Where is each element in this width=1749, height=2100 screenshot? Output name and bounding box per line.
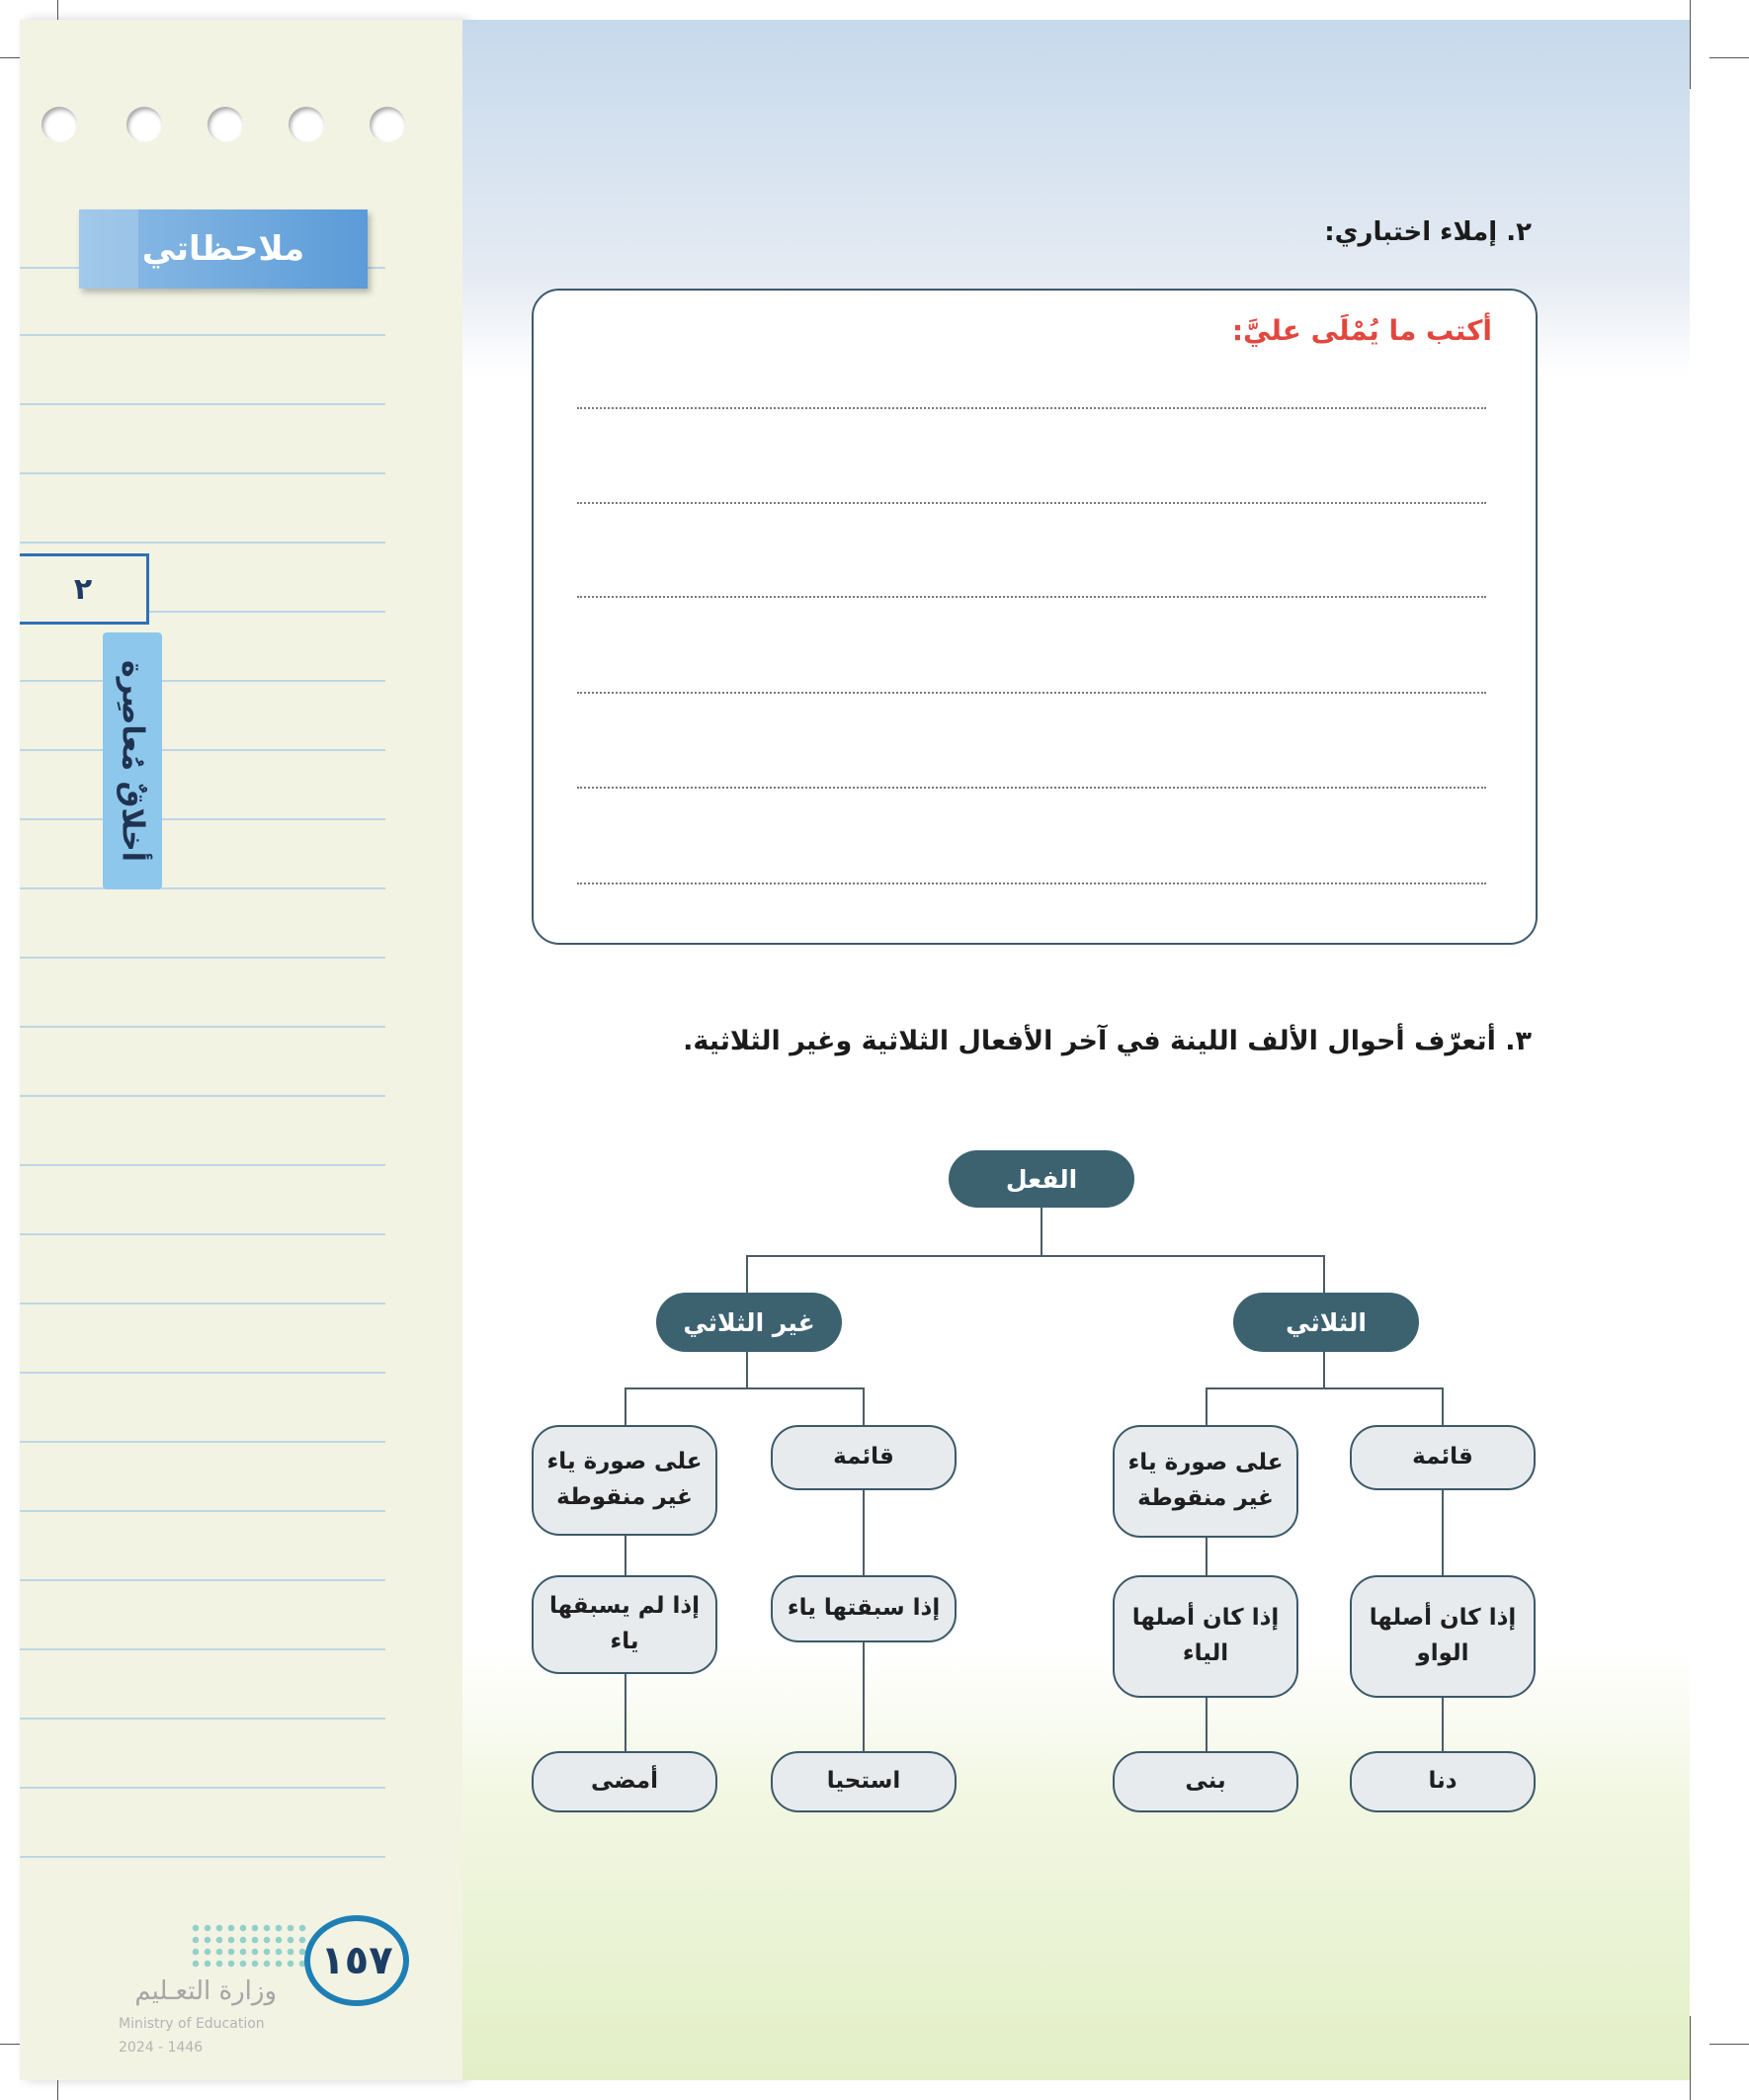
ruled-line xyxy=(20,1233,385,1235)
tree-node-non-trilateral: غير الثلاثي xyxy=(656,1293,842,1352)
ruled-line xyxy=(20,1856,385,1858)
ruled-line xyxy=(20,1441,385,1443)
dictation-box xyxy=(532,289,1538,945)
tree-root-node: الفعل xyxy=(949,1150,1134,1208)
ruled-line xyxy=(20,1302,385,1304)
section-2-heading: ٢. إملاء اختباري: xyxy=(1324,217,1532,247)
unit-number: ٢ xyxy=(73,571,93,607)
ruled-line xyxy=(20,1648,385,1650)
tree-node-cond-not-preceded: إذا لم يسبقها ياء xyxy=(532,1575,717,1674)
tree-node-cond-ya: إذا كان أصلها الياء xyxy=(1113,1575,1298,1698)
ruled-line xyxy=(20,1579,385,1581)
ruled-line xyxy=(20,1095,385,1097)
tree-connector xyxy=(625,1536,626,1575)
ruled-line xyxy=(20,334,385,336)
tree-connector xyxy=(746,1255,748,1293)
writing-line[interactable] xyxy=(577,882,1486,884)
ruled-line xyxy=(20,1164,385,1166)
tree-connector xyxy=(746,1352,748,1387)
tree-example-amda: أمضى xyxy=(532,1751,717,1812)
section-3-heading: ٣. أتعرّف أحوال الألف اللينة في آخر الأفعال الثلاثية وغير الثلاثية. xyxy=(683,1026,1532,1056)
banner-accent xyxy=(79,210,138,289)
writing-line[interactable] xyxy=(577,787,1486,789)
tree-example-istahya: استحيا xyxy=(771,1751,957,1812)
writing-line[interactable] xyxy=(577,596,1486,598)
binder-hole xyxy=(370,107,405,142)
ministry-name-english: Ministry of Education xyxy=(119,2016,265,2032)
ruled-line xyxy=(20,1510,385,1512)
tree-connector xyxy=(863,1387,865,1425)
writing-line[interactable] xyxy=(577,692,1486,694)
tree-node-upright-nontri: قائمة xyxy=(771,1425,957,1490)
ministry-name-arabic: وزارة التعـليم xyxy=(134,1976,277,2006)
unit-title-tab xyxy=(103,632,162,889)
binder-hole xyxy=(208,107,243,142)
tree-connector xyxy=(625,1387,626,1425)
tree-node-cond-preceded: إذا سبقتها ياء xyxy=(771,1575,957,1642)
tree-node-cond-waw: إذا كان أصلها الواو xyxy=(1350,1575,1536,1698)
ruled-line xyxy=(20,887,385,889)
tree-example-dana: دنا xyxy=(1350,1751,1536,1812)
tree-connector xyxy=(1206,1698,1208,1751)
writing-line[interactable] xyxy=(577,502,1486,504)
ruled-line xyxy=(20,542,385,544)
notes-title: ملاحظاتي xyxy=(141,229,305,269)
crop-mark xyxy=(1709,2044,1749,2045)
tree-example-bana: بنى xyxy=(1113,1751,1298,1812)
ruled-line xyxy=(20,1718,385,1720)
tree-connector xyxy=(746,1255,1325,1257)
tree-connector xyxy=(1442,1490,1444,1575)
tree-connector xyxy=(1041,1206,1042,1255)
dictation-box-title: أكتب ما يُمْلَى عليَّ: xyxy=(1231,314,1492,347)
ruled-line xyxy=(20,403,385,405)
ruled-line xyxy=(20,472,385,474)
tree-connector xyxy=(863,1642,865,1751)
tree-connector xyxy=(1323,1352,1325,1387)
ruled-line xyxy=(20,1026,385,1028)
tree-connector xyxy=(1206,1387,1208,1425)
tree-connector xyxy=(1442,1387,1444,1425)
tree-node-ya-form-tri: على صورة ياء غير منقوطة xyxy=(1113,1425,1298,1538)
ruled-line xyxy=(20,818,385,820)
tree-connector xyxy=(1206,1387,1443,1389)
tree-node-trilateral: الثلاثي xyxy=(1233,1293,1419,1352)
unit-title: أخلاقٌ مُعاصِرة xyxy=(115,659,150,863)
writing-line[interactable] xyxy=(577,407,1486,409)
ministry-year: 2024 - 1446 xyxy=(119,2040,204,2056)
notes-sidebar xyxy=(20,20,462,2080)
tree-connector xyxy=(625,1674,626,1751)
notes-title-banner xyxy=(79,210,368,289)
binder-hole xyxy=(126,107,162,142)
crop-mark xyxy=(1690,0,1691,89)
ruled-line xyxy=(20,749,385,751)
binder-hole xyxy=(289,107,324,142)
ministry-logo-dots xyxy=(190,1922,308,1970)
tree-connector xyxy=(1206,1538,1208,1575)
ruled-line xyxy=(20,680,385,682)
crop-mark xyxy=(1690,2016,1691,2100)
page-number-text: ١٥٧ xyxy=(320,1938,393,1983)
page-number xyxy=(304,1915,409,2006)
binder-hole xyxy=(42,107,77,142)
tree-connector xyxy=(1442,1698,1444,1751)
tree-connector xyxy=(863,1490,865,1575)
ruled-line xyxy=(20,1372,385,1374)
ruled-line xyxy=(20,957,385,959)
tree-connector xyxy=(625,1387,864,1389)
ruled-line xyxy=(20,1787,385,1789)
tree-node-upright-tri: قائمة xyxy=(1350,1425,1536,1490)
crop-mark xyxy=(1709,57,1749,58)
tree-node-ya-form-nontri: على صورة ياء غير منقوطة xyxy=(532,1425,717,1536)
unit-number-tab xyxy=(20,553,149,625)
tree-connector xyxy=(1323,1255,1325,1293)
